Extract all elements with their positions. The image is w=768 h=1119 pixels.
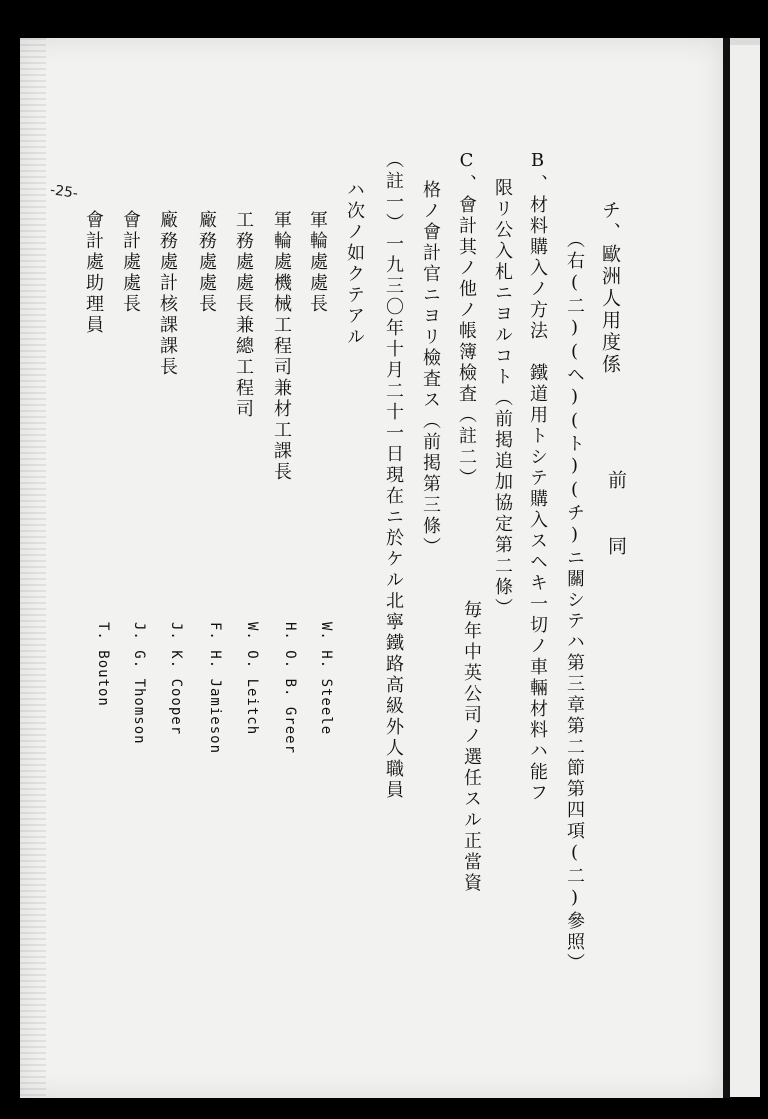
staff-name: W. H. Steele — [318, 622, 334, 736]
staff-title: 會計處處長 — [120, 210, 141, 315]
staff-title: 廠務處處長 — [196, 210, 217, 315]
note-one-continuation: ハ次ノ如クテアル — [344, 180, 365, 348]
section-heading-same: 前 同 — [605, 470, 627, 558]
staff-name: J. G. Thomson — [131, 622, 147, 745]
section-c-continuation: 格ノ會計官ニヨリ檢査ス（前掲第三條） — [420, 180, 441, 558]
page-number: -25- — [49, 182, 79, 202]
staff-title: 軍輪處機械工程司兼材工課長 — [271, 210, 292, 483]
document-page — [20, 38, 723, 1098]
staff-name: F. H. Jamieson — [207, 622, 223, 755]
staff-title: 軍輪處處長 — [307, 210, 328, 315]
staff-title: 會計處助理員 — [83, 210, 104, 336]
page-binding-edge — [20, 38, 46, 1098]
note-one-line: （註一）一九三〇年十月二十一日現在ニ於ケル北寧鐵路高級外人職員 — [383, 150, 404, 801]
staff-name: T. Bouton — [95, 622, 111, 707]
staff-name: W. O. Leitch — [244, 622, 260, 736]
staff-title: 工務處處長兼總工程司 — [233, 210, 254, 420]
adjacent-page-edge — [730, 45, 760, 1097]
section-heading-chi: チ、歐洲人用度係 — [599, 200, 621, 376]
staff-title: 廠務處計核課課長 — [157, 210, 178, 378]
section-c-continued: 毎年中英公司ノ選任スル正當資 — [461, 600, 482, 894]
staff-name: J. K. Cooper — [168, 622, 184, 736]
reference-note: （右(二)(ヘ)(ト)(チ)ニ關シテハ第三章第二節第四項(二)參照） — [564, 230, 585, 974]
page-gap — [723, 38, 730, 1098]
section-b-continuation: 限リ公入札ニヨルコト（前掲追加協定第二條） — [492, 178, 513, 619]
section-c-line: C、會計其ノ他ノ帳簿檢査（註二） — [456, 150, 477, 489]
staff-name: H. O. B. Greer — [282, 622, 298, 755]
section-b-line: B、材料購入ノ方法 鐵道用トシテ購入スヘキ一切ノ車輛材料ハ能フ — [527, 150, 548, 804]
